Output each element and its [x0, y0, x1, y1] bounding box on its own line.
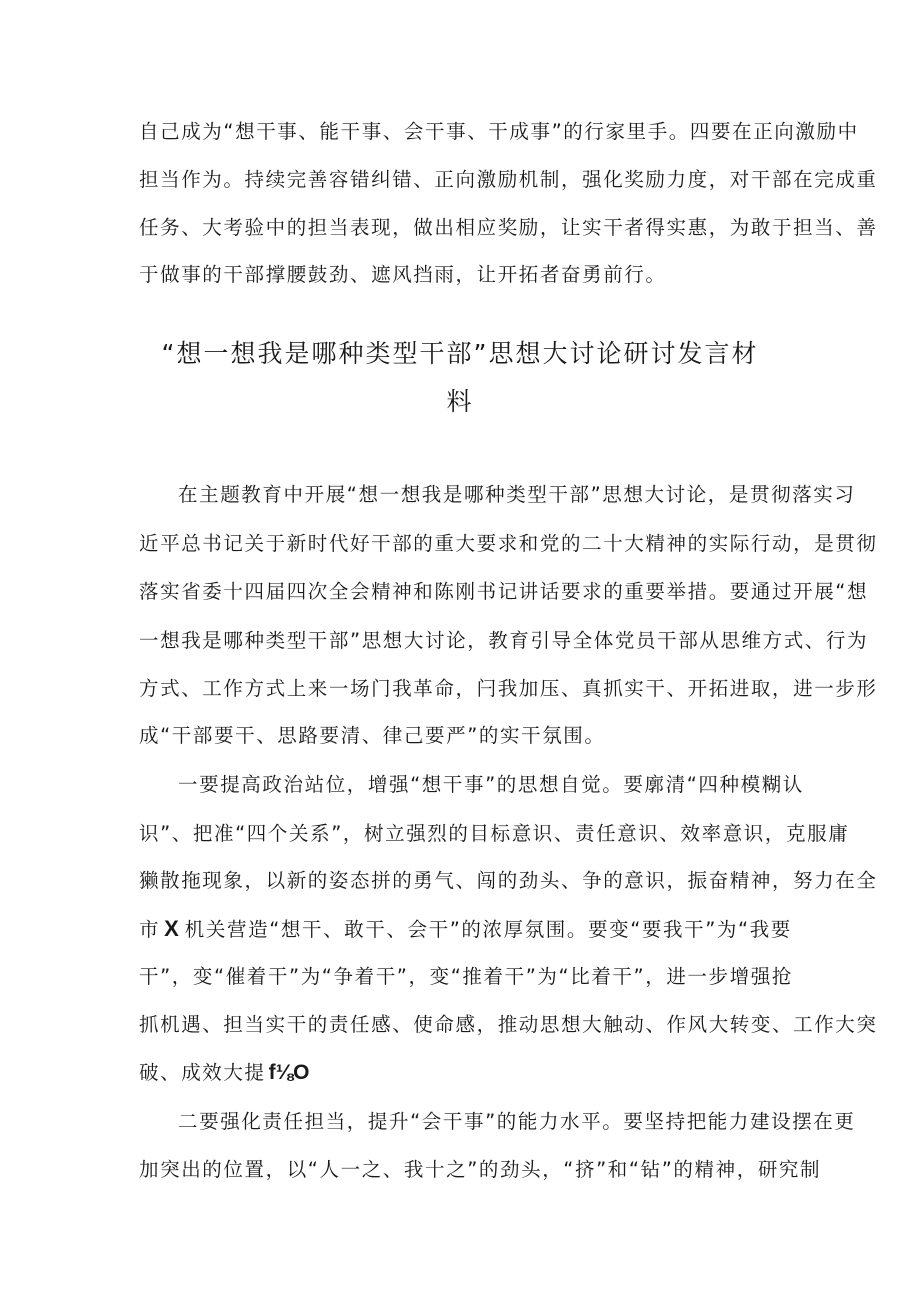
body-text-line: 担当作为。持续完善容错纠错、正向激励机制，强化奖励力度，对干部在完成重	[139, 168, 878, 191]
body-text-fragment: f⅛O	[268, 1061, 310, 1084]
body-text-line: 近平总书记关于新时代好干部的重大要求和党的二十大精神的实际行动，是贯彻	[139, 532, 878, 555]
body-text-line: 识”、把准“四个关系”，树立强烈的目标意识、责任意识、效率意识，克服庸	[139, 822, 850, 845]
body-text-line	[139, 916, 792, 942]
body-text-line: 抓机遇、担当实干的责任感、使命感，推动思想大触动、作风大转变、工作大突	[139, 1013, 878, 1036]
body-text-fragment: 破、成效大提	[139, 1061, 266, 1084]
document-title-line: 料	[446, 387, 474, 416]
body-text-line: 一想我是哪种类型干部”思想大讨论，教育引导全体党员干部从思维方式、行为	[139, 629, 869, 652]
body-text-fragment: X	[164, 916, 179, 941]
body-text-line: 于做事的干部撑腰鼓劲、遮风挡雨，让开拓者奋勇前行。	[139, 263, 667, 286]
body-text-line: 任务、大考验中的担当表现，做出相应奖励，让实干者得实惠，为敢于担当、善	[139, 216, 878, 239]
body-text-line: 自己成为“想干事、能干事、会干事、干成事”的行家里手。四要在正向激励中	[139, 120, 859, 143]
body-text-line: 在主题教育中开展“想一想我是哪种类型干部”思想大讨论，是贯彻落实习	[178, 483, 856, 506]
body-text-line: 一要提高政治站位，增强“想干事”的思想自觉。要廓清“四种模糊认	[178, 773, 804, 796]
body-text-line: 加突出的位置，以“人一之、我十之”的劲头，“挤”和“钻”的精神，研究制	[139, 1158, 822, 1181]
body-text-fragment: 机关营造“想干、敢干、会干”的浓厚氛围。要变“要我干”为“我要	[184, 918, 792, 941]
body-text-fragment: 市	[139, 918, 161, 941]
body-text-line: 成“干部要干、思路要清、律己要严”的实干氛围。	[139, 724, 606, 747]
body-text-line: 干”，变“催着干”为“争着干”，变“推着干”为“比着干”，进一步增强抢	[139, 965, 793, 988]
body-text-line: 落实省委十四届四次全会精神和陈刚书记讲话要求的重要举措。要通过开展“想	[139, 580, 869, 603]
document-title-line: “想一想我是哪种类型干部”思想大讨论研讨发言材	[161, 339, 759, 368]
body-text-line: 二要强化责任担当，提升“会干事”的能力水平。要坚持把能力建设摆在更	[178, 1110, 856, 1133]
body-text-line: 獭散拖现象，以新的姿态拼的勇气、闯的劲头、争的意识，振奋精神，努力在全	[139, 869, 878, 892]
body-text-line	[139, 1061, 784, 1085]
body-text-line: 方式、工作方式上来一场门我革命，闩我加压、真抓实干、开拓进取，进一步形	[139, 677, 878, 700]
